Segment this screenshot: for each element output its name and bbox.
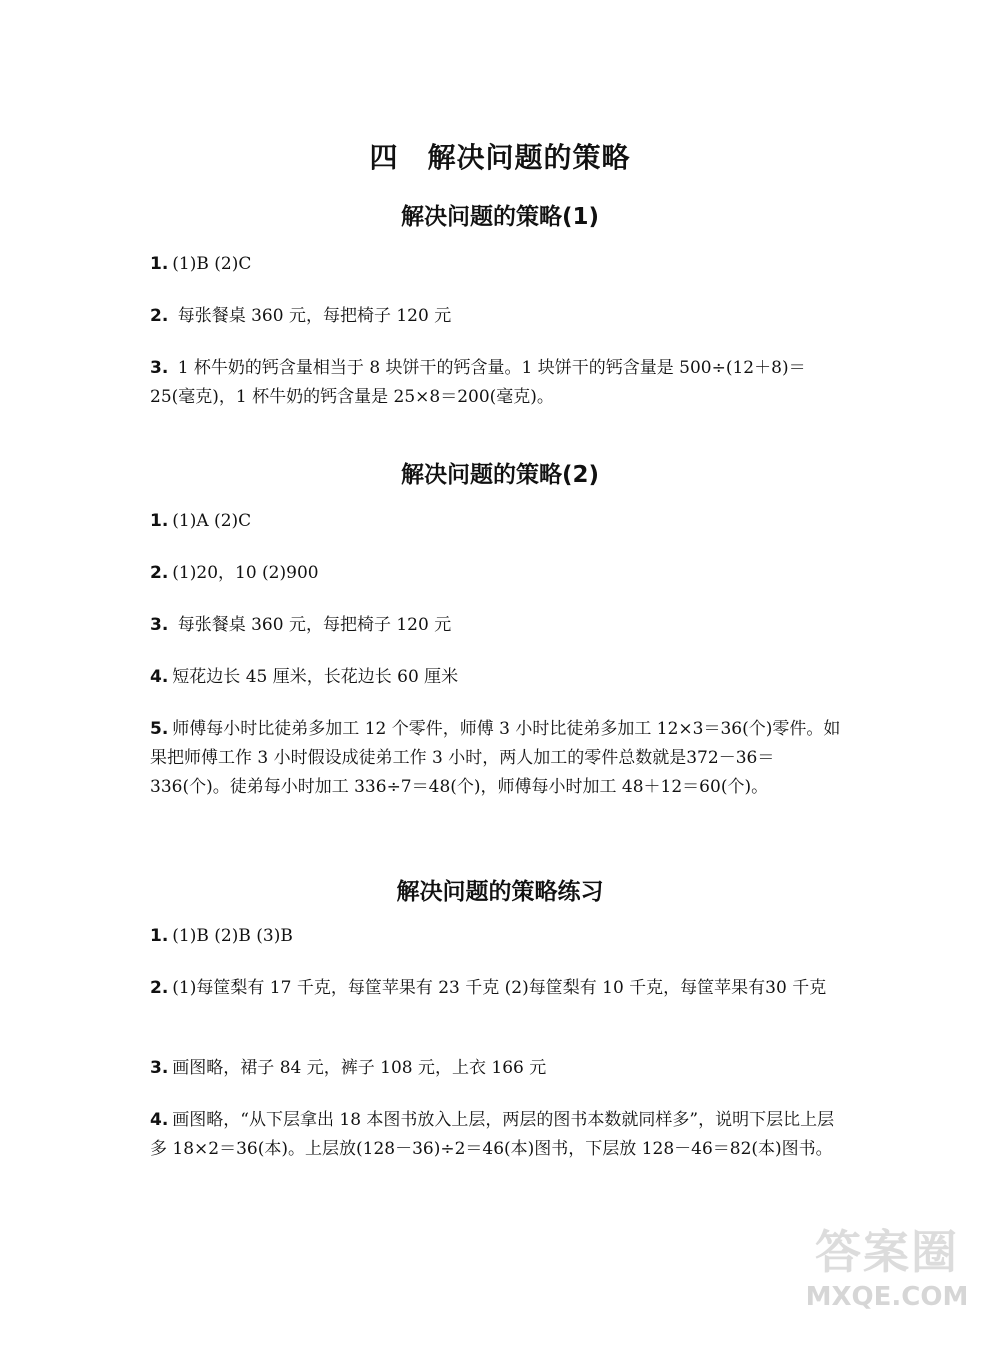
section3-item-4 xyxy=(150,1106,850,1164)
item-number: 2. xyxy=(150,563,169,583)
watermark-logo xyxy=(792,1222,982,1332)
section1-item-3 xyxy=(150,354,850,412)
section1-item-1 xyxy=(150,250,850,279)
item-number: 1. xyxy=(150,254,169,274)
watermark-logo-text: 答案圈 xyxy=(815,1225,959,1279)
section1-item-2 xyxy=(150,302,850,331)
item-text: (1)B (2)C xyxy=(172,254,252,274)
section3-item-2 xyxy=(150,974,850,1003)
item-text: (1)B (2)B (3)B xyxy=(172,926,293,946)
item-text: 师傅每小时比徒弟多加工 12 个零件，师傅 3 小时比徒弟多加工 12×3＝36(个)零件。如果把师傅工作 3 小时假设成徒弟工作 3 小时，两人加工的零件总数就是372－36＝336(个)。徒弟每小时加工 336÷7＝48(个)，师傅每小时加工 48＋12＝60(个)。 xyxy=(150,719,841,797)
item-number: 3. xyxy=(150,615,169,635)
item-text: 短花边长 45 厘米，长花边长 60 厘米 xyxy=(172,667,459,687)
item-text: 1 杯牛奶的钙含量相当于 8 块饼干的钙含量。1 块饼干的钙含量是 500÷(12＋8)＝25(毫克)，1 杯牛奶的钙含量是 25×8＝200(毫克)。 xyxy=(150,358,806,407)
watermark-site-text: MXQE.COM xyxy=(805,1282,969,1312)
section-title-1: 解决问题的策略(1) xyxy=(400,204,600,230)
section2-item-2 xyxy=(150,559,850,588)
item-number: 1. xyxy=(150,926,169,946)
item-number: 4. xyxy=(150,667,169,687)
item-number: 3. xyxy=(150,1058,169,1078)
item-number: 3. xyxy=(150,358,169,378)
item-number: 1. xyxy=(150,511,169,531)
item-number: 5. xyxy=(150,719,169,739)
item-number: 2. xyxy=(150,306,169,326)
item-text: 画图略，“从下层拿出 18 本图书放入上层，两层的图书本数就同样多”，说明下层比上层多 18×2＝36(本)。上层放(128－36)÷2＝46(本)图书，下层放 128－46＝82(本)图书。 xyxy=(150,1110,835,1159)
item-text: 每张餐桌 360 元，每把椅子 120 元 xyxy=(172,615,452,635)
section2-item-3 xyxy=(150,611,850,640)
chapter-title: 四 解决问题的策略 xyxy=(369,141,631,174)
item-text: (1)A (2)C xyxy=(172,511,252,531)
section2-item-1 xyxy=(150,507,850,536)
section2-item-4 xyxy=(150,663,850,692)
section3-item-1 xyxy=(150,922,850,951)
section2-item-5 xyxy=(150,715,850,802)
item-text: (1)20，10 (2)900 xyxy=(172,563,319,583)
item-text: 每张餐桌 360 元，每把椅子 120 元 xyxy=(172,306,452,326)
section-title-2: 解决问题的策略(2) xyxy=(400,462,600,488)
item-number: 4. xyxy=(150,1110,169,1130)
item-number: 2. xyxy=(150,978,169,998)
section3-item-3 xyxy=(150,1054,850,1083)
item-text: (1)每筐梨有 17 千克，每筐苹果有 23 千克 (2)每筐梨有 10 千克，每筐苹果有30 千克 xyxy=(172,978,827,998)
section-title-3: 解决问题的策略练习 xyxy=(396,879,604,905)
item-text: 画图略，裙子 84 元，裤子 108 元，上衣 166 元 xyxy=(172,1058,547,1078)
